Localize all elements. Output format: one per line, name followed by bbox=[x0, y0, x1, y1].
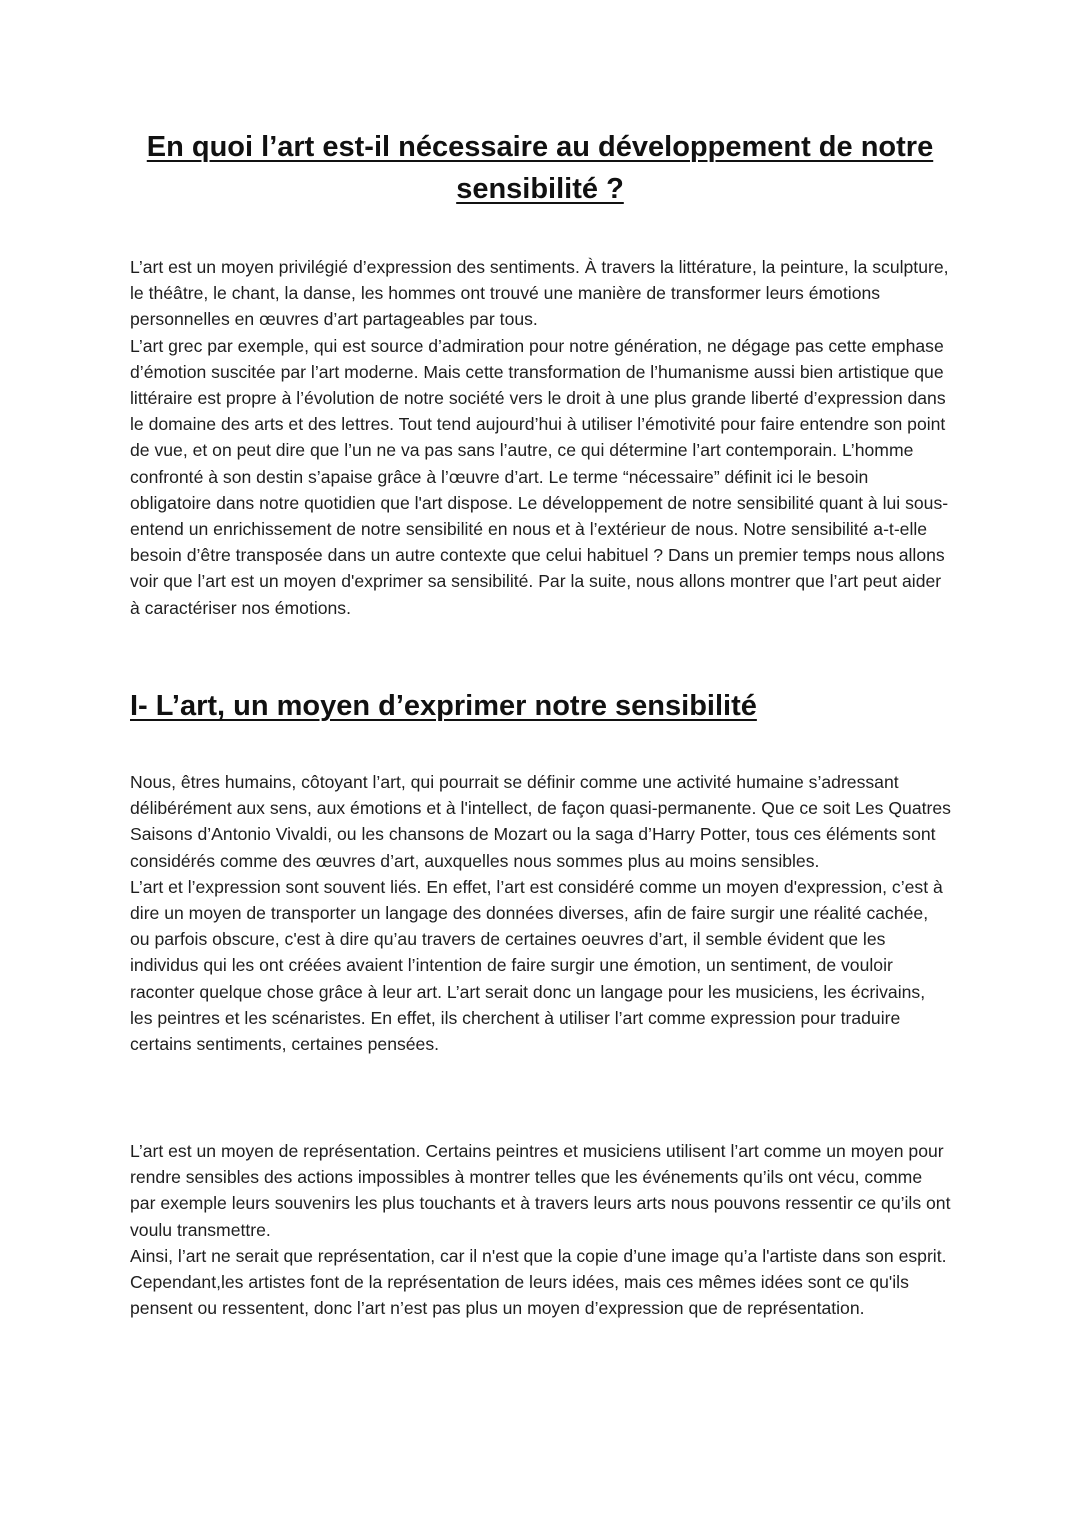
section-heading: I- L’art, un moyen d’exprimer notre sensibilité bbox=[130, 690, 757, 722]
paragraph: L’art est un moyen privilégié d’expression des sentiments. À travers la littérature, la peinture, la sculpture, le théâtre, le chant, la danse, les hommes ont trouvé une manière de transformer leurs émotions personnelles en œuvres d’art partageables par tous. bbox=[130, 257, 949, 330]
paragraph: Ainsi, l’art ne serait que représentation, car il n'est que la copie d’une image qu’a l'artiste dans son esprit. Cependant,les artistes font de la représentation de leurs idées, mais ces mêmes idées sont ce qu'ils pensent ou ressentent, donc l’art n’est pas plus un moyen d’expression que de représentation. bbox=[130, 1245, 947, 1319]
paragraph: L’art et l’expression sont souvent liés. En effet, l’art est considéré comme un moyen d'expression, c’est à dire un moyen de transporter un langage des données diverses, afin de faire surgir une réalité cachée, ou parfois obscure, c'est à dire qu’au travers de certaines oeuvres d’art, il semble évident que les individus qui les ont créées avaient l’intention de faire surgir une émotion, un sentiment, de vouloir raconter quelque chose grâce à leur art. L’art serait donc un langage pour les musiciens, les écrivains, les peintres et les scénaristes. En effet, ils cherchent à utiliser l’art comme expression pour traduire certains sentiments, certaines pensées. bbox=[130, 876, 943, 1055]
introduction-block bbox=[130, 254, 952, 621]
paragraph: L’art grec par exemple, qui est source d’admiration pour notre génération, ne dégage pas cette emphase d’émotion suscitée par l’art moderne. Mais cette transformation de l’humanisme aussi bien artistique que littéraire est propre à l’évolution de notre société vers le droit à une plus grande liberté d’expression dans le domaine des arts et des lettres. Tout tend aujourd’hui à utiliser l’émotivité pour faire entendre son point de vue, et on peut dire que l’un ne va pas sans l’autre, ce qui détermine l’art contemporain. L’homme confronté à son destin s’apaise grâce à l’œuvre d’art. Le terme “nécessaire” définit ici le besoin obligatoire dans notre quotidien que l'art dispose. Le développement de notre sensibilité quant à lui sous-entend un enrichissement de notre sensibilité en nous et à l’extérieur de nous. Notre sensibilité a-t-elle besoin d’être transposée dans un autre contexte que celui habituel ? Dans un premier temps nous allons voir que l’art est un moyen d'exprimer sa sensibilité. Par la suite, nous allons montrer que l’art peut aider à caractériser nos émotions. bbox=[130, 335, 949, 618]
paragraph: L’art est un moyen de représentation. Certains peintres et musiciens utilisent l’art comme un moyen pour rendre sensibles des actions impossibles à montrer telles que les événements qu’ils ont vécu, comme par exemple leurs souvenirs les plus touchants et à travers leurs arts nous pouvons ressentir ce qu’ils ont voulu transmettre. bbox=[130, 1141, 951, 1240]
paragraph: Nous, êtres humains, côtoyant l’art, qui pourrait se définir comme une activité humaine s’adressant délibérément aux sens, aux émotions et à l'intellect, de façon quasi-permanente. Que ce soit Les Quatres Saisons d’Antonio Vivaldi, ou les chansons de Mozart ou la saga d’Harry Potter, tous ces éléments sont considérés comme des œuvres d’art, auxquelles nous sommes plus au moins sensibles. bbox=[130, 772, 951, 871]
section-body-part1 bbox=[130, 769, 952, 1057]
document-title: En quoi l’art est-il nécessaire au développement de notre sensibilité ? bbox=[146, 131, 934, 205]
section-body-part2 bbox=[130, 1138, 952, 1321]
